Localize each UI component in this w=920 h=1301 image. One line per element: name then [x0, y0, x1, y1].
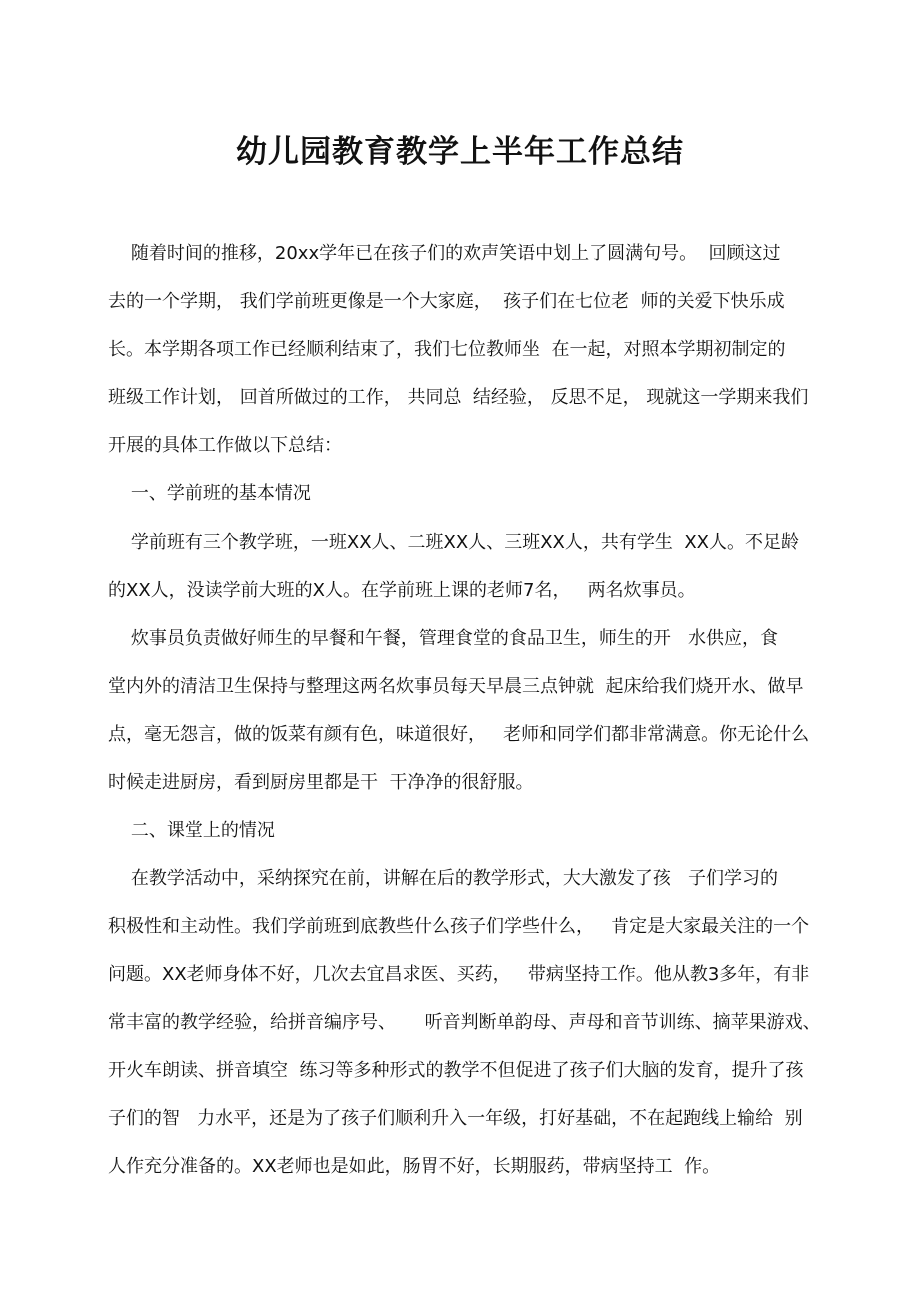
text-line: 去的一个学期， 我们学前班更像是一个大家庭， 孩子们在七位老 师的关爱下快乐成 [108, 291, 785, 312]
text-line: 子们的智 力水平，还是为了孩子们顺利升入一年级，打好基础，不在起跑线上输给 别 [108, 1108, 803, 1129]
text-line: 的XX人，没读学前大班的X人。在学前班上课的老师7名， 两名炊事员。 [108, 580, 696, 601]
text-line: 堂内外的清洁卫生保持与整理这两名炊事员每天早晨三点钟就 起床给我们烧开水、做早 [108, 676, 804, 697]
text-line: 在教学活动中，采纳探究在前，讲解在后的教学形式，大大激发了孩 子们学习的 [108, 868, 779, 889]
text-line: 班级工作计划， 回首所做过的工作， 共同总 结经验， 反思不足， 现就这一学期来我们 [108, 387, 809, 408]
section-heading: 二、课堂上的情况 [108, 820, 275, 841]
text-line: 点，毫无怨言，做的饭菜有颜有色，味道很好， 老师和同学们都非常满意。你无论什么 [108, 724, 810, 745]
text-line: 学前班有三个教学班，一班XX人、二班XX人、三班XX人，共有学生 XX人。不足龄 [108, 532, 799, 553]
text-line: 随着时间的推移，20xx学年已在孩子们的欢声笑语中划上了圆满句号。 回顾这过 [108, 243, 781, 264]
text-line: 开火车朗读、拼音填空 练习等多种形式的教学不但促进了孩子们大脑的发育，提升了孩 [108, 1060, 804, 1081]
text-line: 常丰富的教学经验，给拼音编序号、 听音判断单韵母、声母和音节训练、摘苹果游戏、 [108, 1012, 821, 1033]
text-line: 问题。XX老师身体不好，几次去宜昌求医、买药， 带病坚持工作。他从教3多年，有非 [108, 964, 810, 985]
text-line: 人作充分准备的。XX老师也是如此，肠胃不好，长期服药，带病坚持工 作。 [108, 1156, 721, 1177]
text-line: 长。本学期各项工作已经顺利结束了，我们七位教师坐 在一起，对照本学期初制定的 [108, 339, 786, 360]
text-line: 开展的具体工作做以下总结： [108, 435, 342, 456]
text-line: 炊事员负责做好师生的早餐和午餐，管理食堂的食品卫生，师生的开 水供应，食 [108, 628, 779, 649]
document-title: 幼儿园教育教学上半年工作总结 [236, 134, 684, 170]
section-heading: 一、学前班的基本情况 [108, 483, 311, 504]
text-line: 积极性和主动性。我们学前班到底教些什么孩子们学些什么， 肯定是大家最关注的一个 [108, 916, 810, 937]
text-line: 时候走进厨房，看到厨房里都是干 干净净的很舒服。 [108, 772, 534, 793]
